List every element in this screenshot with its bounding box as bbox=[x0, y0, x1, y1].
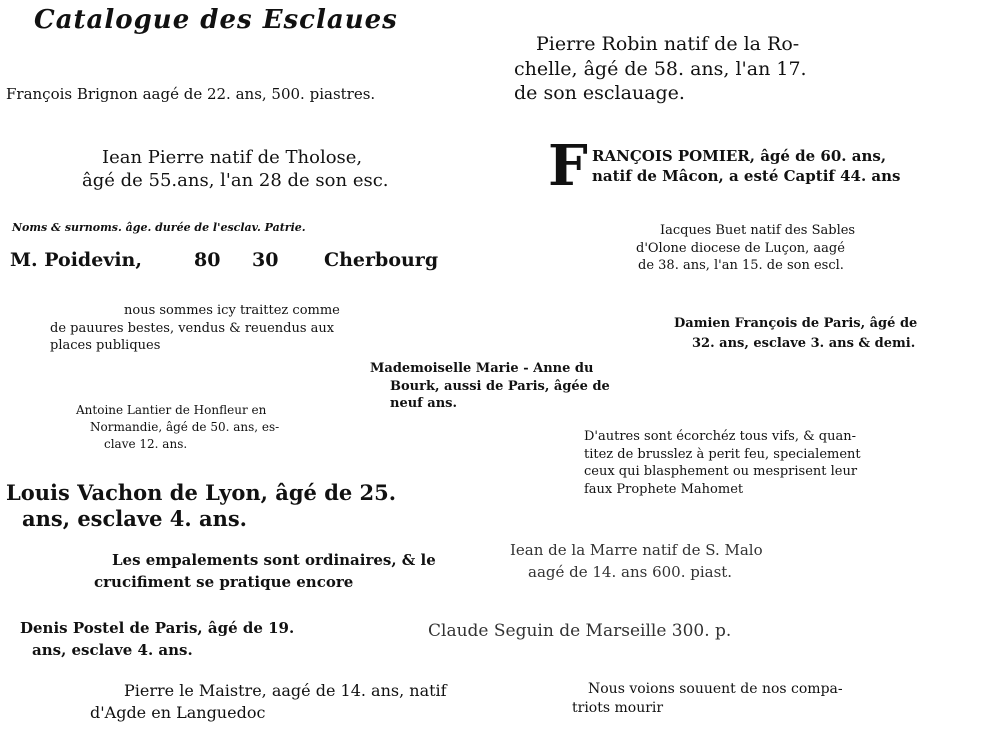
page-title: Catalogue des Esclaues bbox=[34, 5, 398, 35]
entry-line: Mademoiselle Marie - Anne du bbox=[370, 361, 594, 376]
poidevin-name: M. Poidevin, bbox=[10, 249, 142, 271]
entry-line: crucifiment se pratique encore bbox=[94, 572, 354, 591]
entry-damien bbox=[674, 314, 917, 353]
entry-marre bbox=[510, 540, 763, 584]
entry-line: ans, esclave 4. ans. bbox=[22, 506, 247, 532]
entry-line: Iacques Buet natif des Sables bbox=[660, 223, 856, 238]
entry-line: Antoine Lantier de Honfleur en bbox=[76, 403, 267, 417]
entry-line: Louis Vachon de Lyon, âgé de 25. bbox=[6, 480, 397, 505]
entry-line: clave 12. ans. bbox=[104, 436, 188, 451]
entry-marie bbox=[370, 360, 610, 413]
entry-line: chelle, âgé de 58. ans, l'an 17. bbox=[514, 57, 807, 80]
entry-line: Les empalements sont ordinaires, & le bbox=[112, 551, 436, 569]
entry-line: places publiques bbox=[50, 338, 161, 354]
entry-brignon bbox=[6, 86, 375, 103]
entry-line: d'Olone diocese de Luçon, aagé bbox=[636, 240, 845, 256]
entry-line: ceux qui blasphement ou mesprisent leur bbox=[584, 464, 858, 480]
entry-line: Pierre le Maistre, aagé de 14. ans, natif bbox=[124, 681, 447, 700]
entry-line: de pauures bestes, vendus & reuendus aux bbox=[50, 320, 335, 336]
entry-pomier bbox=[592, 146, 900, 187]
text-empalements bbox=[94, 550, 436, 594]
entry-maistre bbox=[90, 680, 447, 723]
poidevin-age: 80 bbox=[194, 249, 221, 271]
entry-line: d'Agde en Languedoc bbox=[90, 702, 266, 722]
entry-line: Bourk, aussi de Paris, âgée de bbox=[390, 378, 610, 394]
entry-line: neuf ans. bbox=[390, 396, 458, 412]
entry-line: Nous voions souuent de nos compa- bbox=[588, 681, 843, 697]
entry-tholose bbox=[82, 146, 389, 193]
table-header: Noms & surnoms. âge. durée de l'esclav. Patrie. bbox=[12, 221, 306, 234]
entry-line: titez de brusslez à perit feu, specialement bbox=[584, 446, 861, 462]
entry-line: RANÇOIS POMIER, âgé de 60. ans, bbox=[592, 147, 887, 165]
text-voions bbox=[572, 680, 843, 718]
entry-line: Pierre Robin natif de la Ro- bbox=[536, 33, 800, 55]
entry-line: Normandie, âgé de 50. ans, es- bbox=[90, 419, 280, 434]
entry-line: de son esclauage. bbox=[514, 82, 685, 105]
entry-lantier bbox=[76, 402, 279, 452]
entry-line: 32. ans, esclave 3. ans & demi. bbox=[692, 335, 916, 351]
entry-line: nous sommes icy traittez comme bbox=[124, 303, 340, 318]
entry-seguin bbox=[428, 622, 731, 642]
entry-line: Denis Postel de Paris, âgé de 19. bbox=[20, 619, 295, 637]
entry-line: Claude Seguin de Marseille 300. p. bbox=[428, 621, 732, 641]
entry-line: âgé de 55.ans, l'an 28 de son esc. bbox=[82, 170, 389, 192]
poidevin-duree: 30 bbox=[252, 249, 279, 271]
entry-vachon bbox=[6, 480, 396, 533]
entry-line: ans, esclave 4. ans. bbox=[32, 640, 193, 659]
entry-line: Iean Pierre natif de Tholose, bbox=[102, 147, 363, 168]
entry-line: D'autres sont écorchéz tous vifs, & quan- bbox=[584, 429, 857, 444]
entry-postel bbox=[20, 618, 294, 662]
entry-line: triots mourir bbox=[572, 699, 664, 716]
text-traittez bbox=[50, 302, 340, 355]
entry-line: Damien François de Paris, âgé de bbox=[674, 316, 918, 331]
drop-cap: F bbox=[548, 133, 588, 199]
entry-line: de 38. ans, l'an 15. de son escl. bbox=[638, 258, 844, 274]
entry-line: François Brignon aagé de 22. ans, 500. piastres. bbox=[6, 85, 376, 103]
poidevin-patrie: Cherbourg bbox=[324, 249, 439, 271]
entry-buet bbox=[636, 222, 855, 275]
entry-robin bbox=[514, 32, 807, 106]
entry-line: faux Prophete Mahomet bbox=[584, 481, 744, 497]
entry-line: natif de Mâcon, a esté Captif 44. ans bbox=[592, 167, 901, 186]
entry-line: aagé de 14. ans 600. piast. bbox=[528, 562, 733, 581]
text-autres bbox=[584, 428, 861, 498]
entry-line: Iean de la Marre natif de S. Malo bbox=[510, 541, 763, 559]
